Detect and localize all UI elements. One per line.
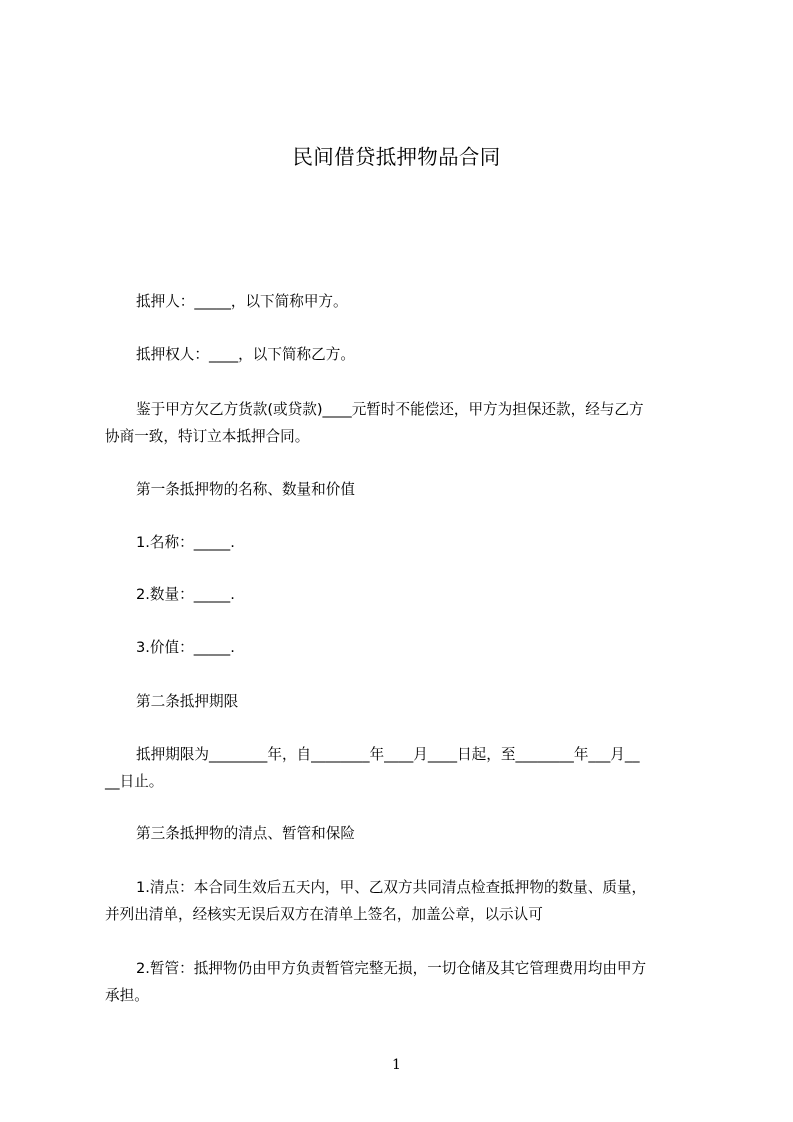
item-quantity-line	[105, 581, 705, 608]
term-paragraph	[105, 741, 705, 795]
paragraph-line: 抵押人：_____，以下简称甲方。	[136, 293, 348, 310]
paragraph-line: 2.数量：_____.	[136, 586, 235, 603]
paragraph-line: 1.清点：本合同生效后五天内，甲、乙双方共同清点检查抵押物的数量、质量，	[136, 879, 647, 896]
item-name-line	[105, 529, 705, 556]
paragraph-line: 并列出清单，经核实无误后双方在清单上签名，加盖公章，以示认可	[105, 906, 543, 923]
paragraph-line: 第一条抵押物的名称、数量和价值	[136, 481, 355, 498]
paragraph-line: 3.价值：_____.	[136, 639, 235, 656]
mortgagor-paragraph	[105, 288, 705, 315]
preamble-paragraph	[105, 396, 705, 450]
paragraph-line: __日止。	[105, 773, 164, 790]
paragraph-line: 第二条抵押期限	[136, 693, 239, 710]
custody-clause	[105, 955, 705, 1009]
item-value-line	[105, 634, 705, 661]
mortgagee-paragraph	[105, 341, 705, 368]
paragraph-line: 抵押期限为________年，自________年____月____日起，至________年___月__	[136, 746, 640, 763]
paragraph-line: 抵押权人：____，以下简称乙方。	[136, 346, 355, 363]
paragraph-line: 1.名称：_____.	[136, 534, 235, 551]
article-3-heading	[105, 820, 705, 847]
article-1-heading	[105, 476, 705, 503]
paragraph-line: 第三条抵押物的清点、暂管和保险	[136, 825, 355, 842]
paragraph-line: 2.暂管：抵押物仍由甲方负责暂管完整无损，一切仓储及其它管理费用均由甲方	[136, 960, 647, 977]
document-title: 民间借贷抵押物品合同	[292, 145, 501, 169]
page-number: 1	[392, 1057, 401, 1073]
article-2-heading	[105, 688, 705, 715]
inventory-clause	[105, 874, 705, 928]
paragraph-line: 协商一致，特订立本抵押合同。	[105, 428, 310, 445]
paragraph-line: 承担。	[105, 987, 149, 1004]
paragraph-line: 鉴于甲方欠乙方货款(或贷款)____元暂时不能偿还，甲方为担保还款，经与乙方	[136, 401, 644, 418]
